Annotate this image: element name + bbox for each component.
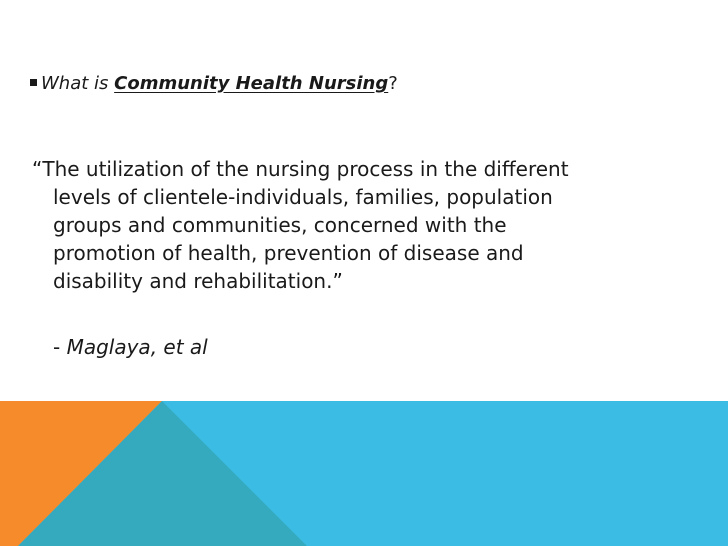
quote-line-3: groups and communities, concerned with the	[53, 213, 507, 237]
definition-quote	[32, 155, 692, 295]
attribution	[53, 334, 208, 360]
quote-line-1: “The utilization of the nursing process in the different	[32, 157, 569, 181]
decorative-footer	[0, 401, 728, 546]
question-bullet	[30, 73, 398, 95]
square-bullet-icon	[30, 79, 37, 86]
quote-line-5: disability and rehabilitation.”	[53, 269, 343, 293]
quote-line-2: levels of clientele-individuals, families, population	[53, 185, 553, 209]
question-prefix: What is	[41, 73, 115, 94]
attribution-author: Maglaya, et al	[66, 335, 208, 359]
quote-line-4: promotion of health, prevention of disease and	[53, 241, 524, 265]
question-term: Community Health Nursing	[114, 73, 389, 94]
question-mark: ?	[388, 73, 398, 94]
attribution-dash: -	[53, 335, 67, 359]
